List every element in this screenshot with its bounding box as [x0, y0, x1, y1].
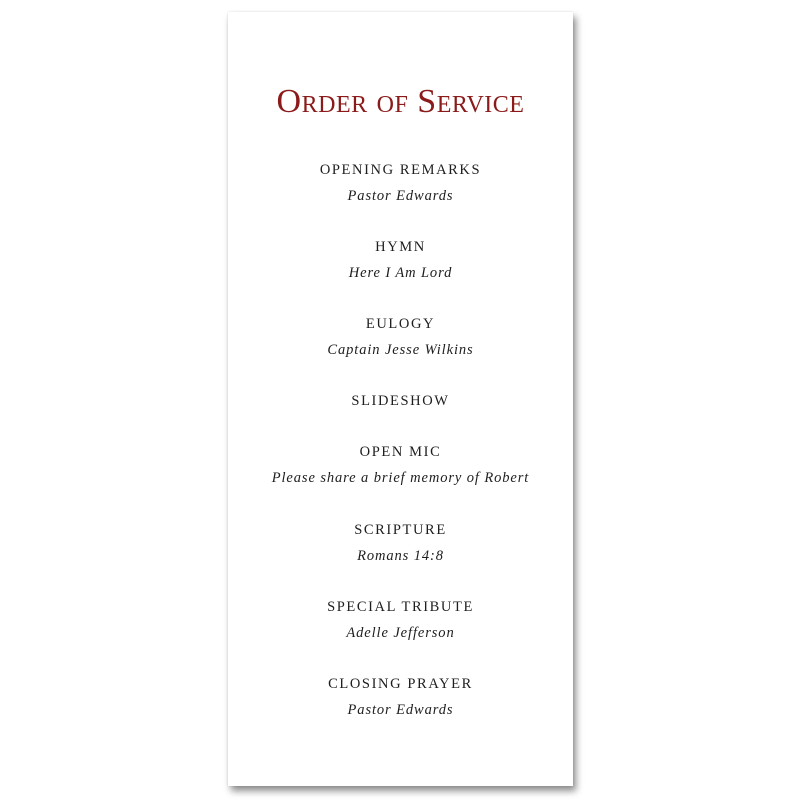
- service-item-detail: Here I Am Lord: [348, 265, 453, 281]
- service-item-heading: HYMN: [375, 239, 426, 255]
- service-item-special-tribute: [228, 598, 573, 642]
- service-item-detail: Adelle Jefferson: [346, 625, 455, 641]
- service-item-heading: OPENING REMARKS: [319, 162, 482, 178]
- service-item-detail: Pastor Edwards: [347, 188, 454, 204]
- service-item-opening-remarks: [228, 161, 573, 205]
- service-item-heading: OPEN MIC: [359, 444, 442, 460]
- program-title: Order of Service: [276, 83, 525, 120]
- service-item-heading: SPECIAL TRIBUTE: [327, 599, 474, 615]
- service-item-detail: Romans 14:8: [357, 548, 444, 564]
- service-item-heading: SLIDESHOW: [351, 393, 450, 409]
- service-item-scripture: [228, 521, 573, 565]
- service-item-detail: Pastor Edwards: [347, 702, 454, 718]
- service-item-detail: Please share a brief memory of Robert: [271, 470, 530, 486]
- service-item-slideshow: [228, 392, 573, 410]
- service-item-eulogy: [228, 315, 573, 359]
- service-item-open-mic: [228, 443, 573, 487]
- service-item-closing-prayer: [228, 675, 573, 719]
- service-item-heading: EULOGY: [365, 316, 436, 332]
- service-item-detail: Captain Jesse Wilkins: [327, 342, 474, 358]
- service-item-hymn: [228, 238, 573, 282]
- service-item-heading: CLOSING PRAYER: [328, 676, 473, 692]
- service-item-heading: SCRIPTURE: [354, 522, 447, 538]
- program-card: [228, 12, 573, 786]
